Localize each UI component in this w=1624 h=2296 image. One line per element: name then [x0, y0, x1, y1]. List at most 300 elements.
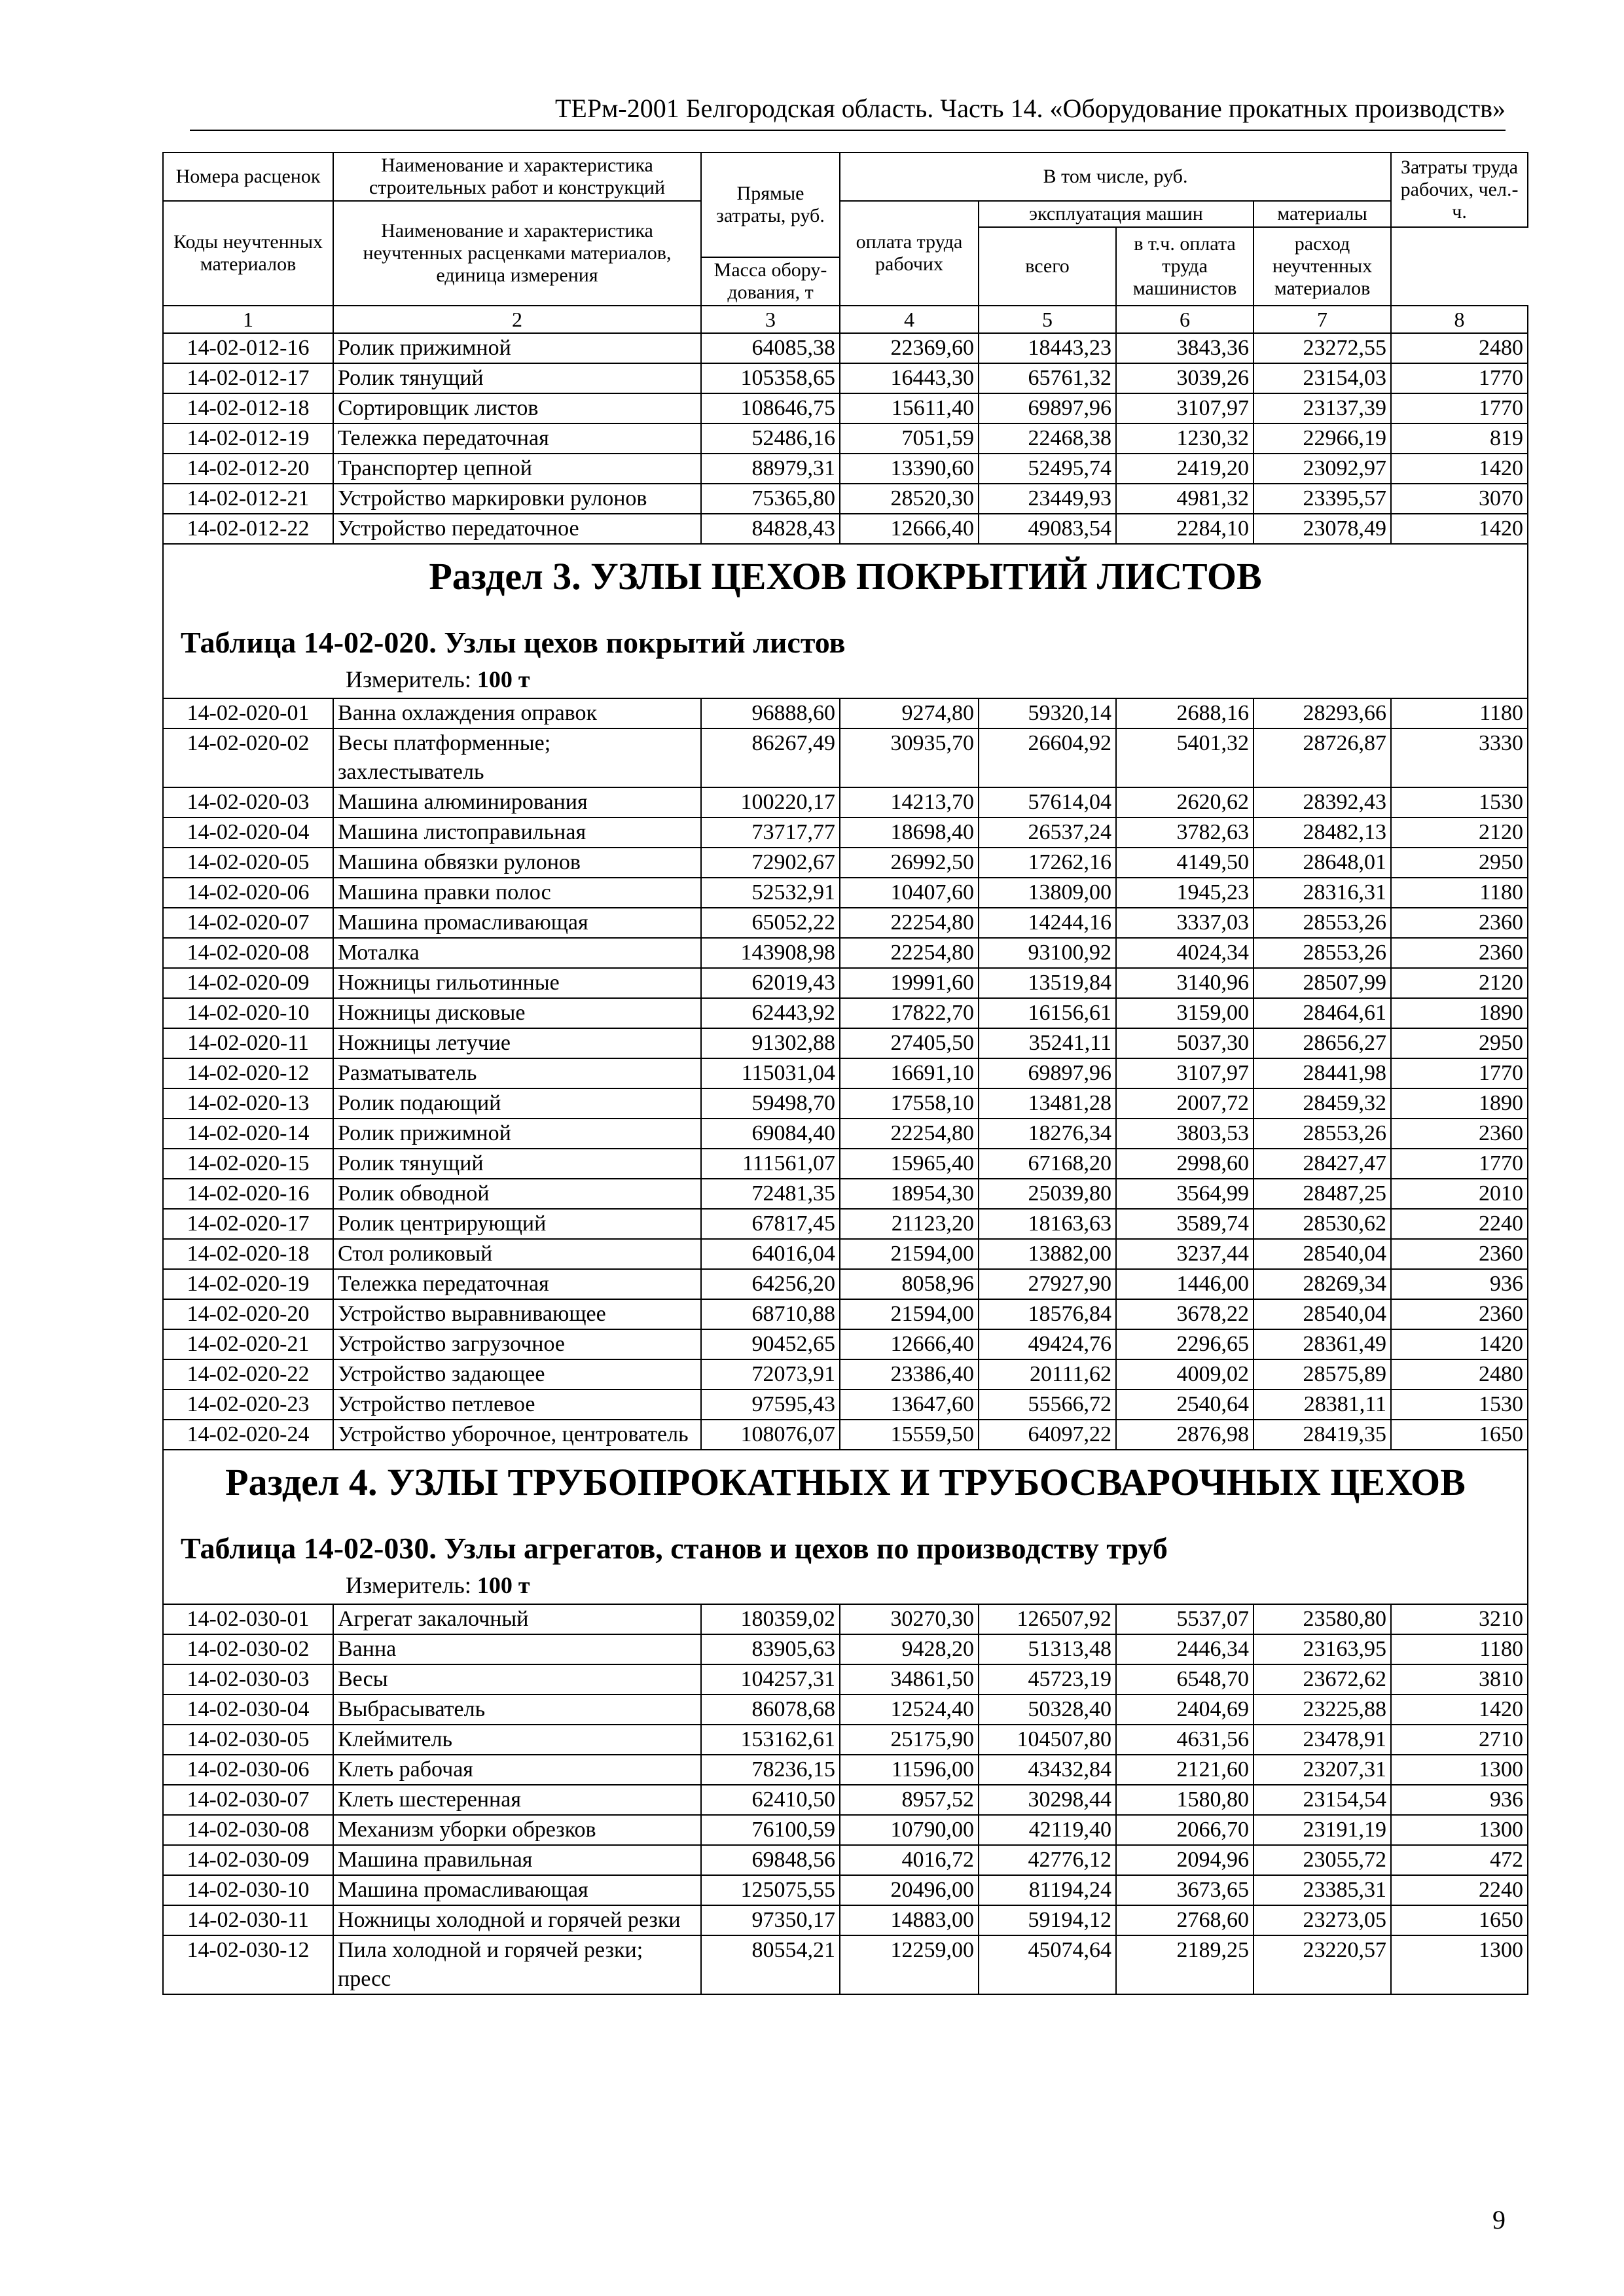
operator-wages: 2768,60	[1116, 1905, 1254, 1935]
direct-costs: 97595,43	[701, 1390, 840, 1420]
materials: 28648,01	[1254, 848, 1391, 878]
operator-wages: 5037,30	[1116, 1028, 1254, 1058]
direct-costs: 72073,91	[701, 1359, 840, 1390]
machine-total: 50328,40	[979, 1695, 1116, 1725]
header-rule	[190, 130, 1506, 131]
direct-costs: 52532,91	[701, 878, 840, 908]
table-row	[163, 1664, 1528, 1695]
direct-costs: 69084,40	[701, 1119, 840, 1149]
direct-costs: 104257,31	[701, 1664, 840, 1695]
rate-code: 14-02-020-15	[163, 1149, 333, 1179]
item-name: Ролик центрирующий	[333, 1209, 701, 1239]
rate-code: 14-02-020-11	[163, 1028, 333, 1058]
item-name: Машина алюминирования	[333, 787, 701, 817]
labor-costs: 2360	[1391, 938, 1528, 968]
direct-costs: 59498,70	[701, 1088, 840, 1119]
rate-code: 14-02-020-23	[163, 1390, 333, 1420]
item-name: Ролик тянущий	[333, 1149, 701, 1179]
materials: 28507,99	[1254, 968, 1391, 998]
direct-costs: 96888,60	[701, 698, 840, 728]
table-row	[163, 1755, 1528, 1785]
worker-wages: 12259,00	[840, 1935, 979, 1994]
machine-total: 49083,54	[979, 514, 1116, 544]
worker-wages: 17558,10	[840, 1088, 979, 1119]
direct-costs: 105358,65	[701, 363, 840, 393]
table-row	[163, 1420, 1528, 1450]
direct-costs: 65052,22	[701, 908, 840, 938]
rate-code: 14-02-012-20	[163, 454, 333, 484]
labor-costs: 1770	[1391, 1058, 1528, 1088]
direct-costs: 108646,75	[701, 393, 840, 423]
labor-costs: 936	[1391, 1785, 1528, 1815]
direct-costs: 84828,43	[701, 514, 840, 544]
direct-costs: 62019,43	[701, 968, 840, 998]
worker-wages: 26992,50	[840, 848, 979, 878]
machine-total: 17262,16	[979, 848, 1116, 878]
direct-costs: 180359,02	[701, 1604, 840, 1634]
operator-wages: 2284,10	[1116, 514, 1254, 544]
materials: 23092,97	[1254, 454, 1391, 484]
table-row	[163, 1390, 1528, 1420]
header-machine-total: всего	[979, 227, 1116, 306]
header-worker-wages: оплата труда рабочих	[840, 201, 979, 306]
labor-costs: 1770	[1391, 363, 1528, 393]
labor-costs: 1180	[1391, 1634, 1528, 1664]
operator-wages: 1945,23	[1116, 878, 1254, 908]
item-name: Стол роликовый	[333, 1239, 701, 1269]
table-row	[163, 1905, 1528, 1935]
operator-wages: 2419,20	[1116, 454, 1254, 484]
labor-costs: 2240	[1391, 1209, 1528, 1239]
materials: 28419,35	[1254, 1420, 1391, 1450]
materials: 23272,55	[1254, 333, 1391, 363]
rate-code: 14-02-012-19	[163, 423, 333, 454]
header-equipment-mass: Масса обору-дования, т	[701, 257, 840, 306]
materials: 28482,13	[1254, 817, 1391, 848]
header-operator-wages: в т.ч. оплата труда машинистов	[1116, 227, 1254, 306]
operator-wages: 2620,62	[1116, 787, 1254, 817]
operator-wages: 2688,16	[1116, 698, 1254, 728]
materials: 23385,31	[1254, 1875, 1391, 1905]
item-name: Устройство петлевое	[333, 1390, 701, 1420]
item-name: Разматыватель	[333, 1058, 701, 1088]
item-name: Машина правильная	[333, 1845, 701, 1875]
rate-code: 14-02-030-11	[163, 1905, 333, 1935]
operator-wages: 2066,70	[1116, 1815, 1254, 1845]
labor-costs: 2950	[1391, 848, 1528, 878]
worker-wages: 9428,20	[840, 1634, 979, 1664]
rate-code: 14-02-020-21	[163, 1329, 333, 1359]
item-name: Весы платформенные; захлестыватель	[333, 728, 701, 787]
operator-wages: 2094,96	[1116, 1845, 1254, 1875]
materials: 23207,31	[1254, 1755, 1391, 1785]
table-row	[163, 938, 1528, 968]
table-row	[163, 1329, 1528, 1359]
direct-costs: 64085,38	[701, 333, 840, 363]
worker-wages: 30935,70	[840, 728, 979, 787]
item-name: Машина обвязки рулонов	[333, 848, 701, 878]
worker-wages: 21123,20	[840, 1209, 979, 1239]
item-name: Устройство уборочное, центрователь	[333, 1420, 701, 1450]
labor-costs: 819	[1391, 423, 1528, 454]
materials: 23220,57	[1254, 1935, 1391, 1994]
worker-wages: 16691,10	[840, 1058, 979, 1088]
table-row	[163, 363, 1528, 393]
labor-costs: 936	[1391, 1269, 1528, 1299]
rate-code: 14-02-020-20	[163, 1299, 333, 1329]
labor-costs: 2710	[1391, 1725, 1528, 1755]
direct-costs: 68710,88	[701, 1299, 840, 1329]
item-name: Моталка	[333, 938, 701, 968]
item-name: Транспортер цепной	[333, 454, 701, 484]
machine-total: 16156,61	[979, 998, 1116, 1028]
item-name: Ролик прижимной	[333, 1119, 701, 1149]
direct-costs: 88979,31	[701, 454, 840, 484]
header-labor-costs: Затраты труда рабочих, чел.-ч.	[1391, 152, 1528, 227]
direct-costs: 115031,04	[701, 1058, 840, 1088]
operator-wages: 4024,34	[1116, 938, 1254, 968]
item-name: Ролик тянущий	[333, 363, 701, 393]
operator-wages: 4981,32	[1116, 484, 1254, 514]
column-index: 7	[1254, 306, 1391, 333]
labor-costs: 1420	[1391, 514, 1528, 544]
labor-costs: 2480	[1391, 1359, 1528, 1390]
worker-wages: 8058,96	[840, 1269, 979, 1299]
worker-wages: 7051,59	[840, 423, 979, 454]
rate-code: 14-02-012-18	[163, 393, 333, 423]
table-row	[163, 484, 1528, 514]
worker-wages: 10407,60	[840, 878, 979, 908]
page-number: 9	[1492, 2205, 1506, 2234]
section-header-row	[163, 1450, 1528, 1604]
materials: 28487,25	[1254, 1179, 1391, 1209]
direct-costs: 69848,56	[701, 1845, 840, 1875]
machine-total: 18576,84	[979, 1299, 1116, 1329]
worker-wages: 16443,30	[840, 363, 979, 393]
machine-total: 126507,92	[979, 1604, 1116, 1634]
materials: 28656,27	[1254, 1028, 1391, 1058]
worker-wages: 14213,70	[840, 787, 979, 817]
materials: 28427,47	[1254, 1149, 1391, 1179]
machine-total: 64097,22	[979, 1420, 1116, 1450]
worker-wages: 30270,30	[840, 1604, 979, 1634]
header-rate-numbers: Номера расценок	[163, 152, 333, 201]
labor-costs: 2950	[1391, 1028, 1528, 1058]
operator-wages: 1230,32	[1116, 423, 1254, 454]
rate-code: 14-02-020-22	[163, 1359, 333, 1390]
item-name: Ножницы летучие	[333, 1028, 701, 1058]
item-name: Ножницы дисковые	[333, 998, 701, 1028]
machine-total: 42776,12	[979, 1845, 1116, 1875]
rate-code: 14-02-012-22	[163, 514, 333, 544]
rate-code: 14-02-020-18	[163, 1239, 333, 1269]
machine-total: 49424,76	[979, 1329, 1116, 1359]
labor-costs: 1770	[1391, 393, 1528, 423]
column-index: 5	[979, 306, 1116, 333]
operator-wages: 2121,60	[1116, 1755, 1254, 1785]
materials: 23672,62	[1254, 1664, 1391, 1695]
machine-total: 18163,63	[979, 1209, 1116, 1239]
materials: 28293,66	[1254, 698, 1391, 728]
labor-costs: 1420	[1391, 454, 1528, 484]
worker-wages: 9274,80	[840, 698, 979, 728]
rate-code: 14-02-020-17	[163, 1209, 333, 1239]
materials: 23154,03	[1254, 363, 1391, 393]
table-row	[163, 1604, 1528, 1634]
rate-code: 14-02-030-01	[163, 1604, 333, 1634]
item-name: Ролик обводной	[333, 1179, 701, 1209]
worker-wages: 12666,40	[840, 514, 979, 544]
meter-line	[168, 1567, 1523, 1604]
rate-code: 14-02-030-04	[163, 1695, 333, 1725]
labor-costs: 1300	[1391, 1755, 1528, 1785]
materials: 28553,26	[1254, 938, 1391, 968]
item-name: Тележка передаточная	[333, 423, 701, 454]
worker-wages: 14883,00	[840, 1905, 979, 1935]
direct-costs: 153162,61	[701, 1725, 840, 1755]
worker-wages: 15559,50	[840, 1420, 979, 1450]
table-row	[163, 908, 1528, 938]
table-14-02-030-title: Таблица 14-02-030. Узлы агрегатов, станов и цехов по производству труб	[181, 1532, 1168, 1565]
materials: 23137,39	[1254, 393, 1391, 423]
materials: 23225,88	[1254, 1695, 1391, 1725]
item-name: Клеть рабочая	[333, 1755, 701, 1785]
header-material-codes: Коды неучтенных материалов	[163, 201, 333, 306]
rate-code: 14-02-020-06	[163, 878, 333, 908]
rate-code: 14-02-030-07	[163, 1785, 333, 1815]
machine-total: 23449,93	[979, 484, 1116, 514]
table-row	[163, 1269, 1528, 1299]
operator-wages: 3337,03	[1116, 908, 1254, 938]
rate-code: 14-02-020-10	[163, 998, 333, 1028]
machine-total: 57614,04	[979, 787, 1116, 817]
labor-costs: 3070	[1391, 484, 1528, 514]
item-name: Клеть шестеренная	[333, 1785, 701, 1815]
header-including: В том числе, руб.	[840, 152, 1391, 201]
operator-wages: 3803,53	[1116, 1119, 1254, 1149]
materials: 28553,26	[1254, 1119, 1391, 1149]
header-direct-costs: Прямые затраты, руб.	[701, 152, 840, 257]
meter-label: Измеритель:	[346, 666, 471, 692]
operator-wages: 3782,63	[1116, 817, 1254, 848]
operator-wages: 3237,44	[1116, 1239, 1254, 1269]
table-row	[163, 878, 1528, 908]
table-row	[163, 1875, 1528, 1905]
header-material-consumption: расход неучтенных материалов	[1254, 227, 1391, 306]
labor-costs: 2010	[1391, 1179, 1528, 1209]
operator-wages: 3140,96	[1116, 968, 1254, 998]
rate-code: 14-02-030-05	[163, 1725, 333, 1755]
worker-wages: 15611,40	[840, 393, 979, 423]
direct-costs: 86078,68	[701, 1695, 840, 1725]
table-row	[163, 1119, 1528, 1149]
rate-code: 14-02-020-24	[163, 1420, 333, 1450]
labor-costs: 2120	[1391, 968, 1528, 998]
labor-costs: 2120	[1391, 817, 1528, 848]
worker-wages: 12524,40	[840, 1695, 979, 1725]
machine-total: 45723,19	[979, 1664, 1116, 1695]
table-row	[163, 998, 1528, 1028]
labor-costs: 1180	[1391, 878, 1528, 908]
item-name: Весы	[333, 1664, 701, 1695]
item-name: Машина промасливающая	[333, 1875, 701, 1905]
labor-costs: 1530	[1391, 787, 1528, 817]
item-name: Ванна	[333, 1634, 701, 1664]
operator-wages: 3564,99	[1116, 1179, 1254, 1209]
labor-costs: 1530	[1391, 1390, 1528, 1420]
operator-wages: 5537,07	[1116, 1604, 1254, 1634]
direct-costs: 75365,80	[701, 484, 840, 514]
direct-costs: 86267,49	[701, 728, 840, 787]
section-4-title: Раздел 4. УЗЛЫ ТРУБОПРОКАТНЫХ И ТРУБОСВАРОЧНЫХ ЦЕХОВ	[225, 1461, 1466, 1503]
rate-code: 14-02-020-05	[163, 848, 333, 878]
meter-label: Измеритель:	[346, 1572, 471, 1598]
materials: 23191,19	[1254, 1815, 1391, 1845]
labor-costs: 1650	[1391, 1905, 1528, 1935]
rate-table	[162, 152, 1528, 1995]
operator-wages: 3673,65	[1116, 1875, 1254, 1905]
table-row	[163, 333, 1528, 363]
machine-total: 55566,72	[979, 1390, 1116, 1420]
worker-wages: 12666,40	[840, 1329, 979, 1359]
materials: 28392,43	[1254, 787, 1391, 817]
materials: 23395,57	[1254, 484, 1391, 514]
machine-total: 22468,38	[979, 423, 1116, 454]
operator-wages: 2876,98	[1116, 1420, 1254, 1450]
item-name: Ножницы гильотинные	[333, 968, 701, 998]
item-name: Устройство загрузочное	[333, 1329, 701, 1359]
worker-wages: 21594,00	[840, 1299, 979, 1329]
rate-code: 14-02-012-21	[163, 484, 333, 514]
labor-costs: 3330	[1391, 728, 1528, 787]
item-name: Ванна охлаждения оправок	[333, 698, 701, 728]
labor-costs: 1650	[1391, 1420, 1528, 1450]
column-index: 2	[333, 306, 701, 333]
rate-code: 14-02-030-06	[163, 1755, 333, 1785]
direct-costs: 67817,45	[701, 1209, 840, 1239]
machine-total: 93100,92	[979, 938, 1116, 968]
header-work-name: Наименование и характеристика строительных работ и конструкций	[333, 152, 701, 201]
table-row	[163, 514, 1528, 544]
machine-total: 14244,16	[979, 908, 1116, 938]
operator-wages: 4149,50	[1116, 848, 1254, 878]
labor-costs: 1420	[1391, 1329, 1528, 1359]
materials: 28553,26	[1254, 908, 1391, 938]
operator-wages: 3678,22	[1116, 1299, 1254, 1329]
worker-wages: 22254,80	[840, 938, 979, 968]
materials: 23055,72	[1254, 1845, 1391, 1875]
machine-total: 69897,96	[979, 1058, 1116, 1088]
table-row	[163, 1239, 1528, 1269]
direct-costs: 73717,77	[701, 817, 840, 848]
operator-wages: 2189,25	[1116, 1935, 1254, 1994]
direct-costs: 64016,04	[701, 1239, 840, 1269]
table-row	[163, 968, 1528, 998]
machine-total: 59320,14	[979, 698, 1116, 728]
worker-wages: 22254,80	[840, 908, 979, 938]
worker-wages: 17822,70	[840, 998, 979, 1028]
table-row	[163, 1359, 1528, 1390]
labor-costs: 2360	[1391, 1299, 1528, 1329]
table-row	[163, 1088, 1528, 1119]
machine-total: 13882,00	[979, 1239, 1116, 1269]
materials: 22966,19	[1254, 423, 1391, 454]
item-name: Агрегат закалочный	[333, 1604, 701, 1634]
operator-wages: 2540,64	[1116, 1390, 1254, 1420]
worker-wages: 28520,30	[840, 484, 979, 514]
worker-wages: 13647,60	[840, 1390, 979, 1420]
machine-total: 42119,40	[979, 1815, 1116, 1845]
section-header-cell	[163, 544, 1528, 698]
materials: 28540,04	[1254, 1239, 1391, 1269]
materials: 23273,05	[1254, 1905, 1391, 1935]
materials: 23580,80	[1254, 1604, 1391, 1634]
operator-wages: 3039,26	[1116, 363, 1254, 393]
machine-total: 67168,20	[979, 1149, 1116, 1179]
table-row	[163, 817, 1528, 848]
labor-costs: 2480	[1391, 333, 1528, 363]
operator-wages: 4631,56	[1116, 1725, 1254, 1755]
rate-code: 14-02-020-09	[163, 968, 333, 998]
table-row	[163, 1209, 1528, 1239]
table-row	[163, 1179, 1528, 1209]
materials: 23163,95	[1254, 1634, 1391, 1664]
worker-wages: 27405,50	[840, 1028, 979, 1058]
table-row	[163, 787, 1528, 817]
direct-costs: 111561,07	[701, 1149, 840, 1179]
table-row	[163, 698, 1528, 728]
materials: 28361,49	[1254, 1329, 1391, 1359]
meter-value: 100 т	[477, 666, 530, 692]
item-name: Машина листоправильная	[333, 817, 701, 848]
rate-code: 14-02-030-12	[163, 1935, 333, 1994]
table-row	[163, 1695, 1528, 1725]
materials: 28441,98	[1254, 1058, 1391, 1088]
item-name: Устройство маркировки рулонов	[333, 484, 701, 514]
labor-costs: 2360	[1391, 908, 1528, 938]
machine-total: 104507,80	[979, 1725, 1116, 1755]
machine-total: 59194,12	[979, 1905, 1116, 1935]
meter-line	[168, 661, 1523, 698]
machine-total: 30298,44	[979, 1785, 1116, 1815]
machine-total: 13519,84	[979, 968, 1116, 998]
item-name: Пила холодной и горячей резки; пресс	[333, 1935, 701, 1994]
direct-costs: 125075,55	[701, 1875, 840, 1905]
machine-total: 52495,74	[979, 454, 1116, 484]
table-row	[163, 1845, 1528, 1875]
machine-total: 81194,24	[979, 1875, 1116, 1905]
worker-wages: 19991,60	[840, 968, 979, 998]
direct-costs: 78236,15	[701, 1755, 840, 1785]
materials: 28459,32	[1254, 1088, 1391, 1119]
machine-total: 26537,24	[979, 817, 1116, 848]
item-name: Устройство выравнивающее	[333, 1299, 701, 1329]
item-name: Машина правки полос	[333, 878, 701, 908]
materials: 28540,04	[1254, 1299, 1391, 1329]
direct-costs: 72902,67	[701, 848, 840, 878]
worker-wages: 8957,52	[840, 1785, 979, 1815]
column-index: 8	[1391, 306, 1528, 333]
item-name: Тележка передаточная	[333, 1269, 701, 1299]
materials: 23154,54	[1254, 1785, 1391, 1815]
rate-code: 14-02-020-12	[163, 1058, 333, 1088]
table-row	[163, 393, 1528, 423]
machine-total: 25039,80	[979, 1179, 1116, 1209]
materials: 28575,89	[1254, 1359, 1391, 1390]
worker-wages: 11596,00	[840, 1755, 979, 1785]
materials: 23478,91	[1254, 1725, 1391, 1755]
machine-total: 27927,90	[979, 1269, 1116, 1299]
